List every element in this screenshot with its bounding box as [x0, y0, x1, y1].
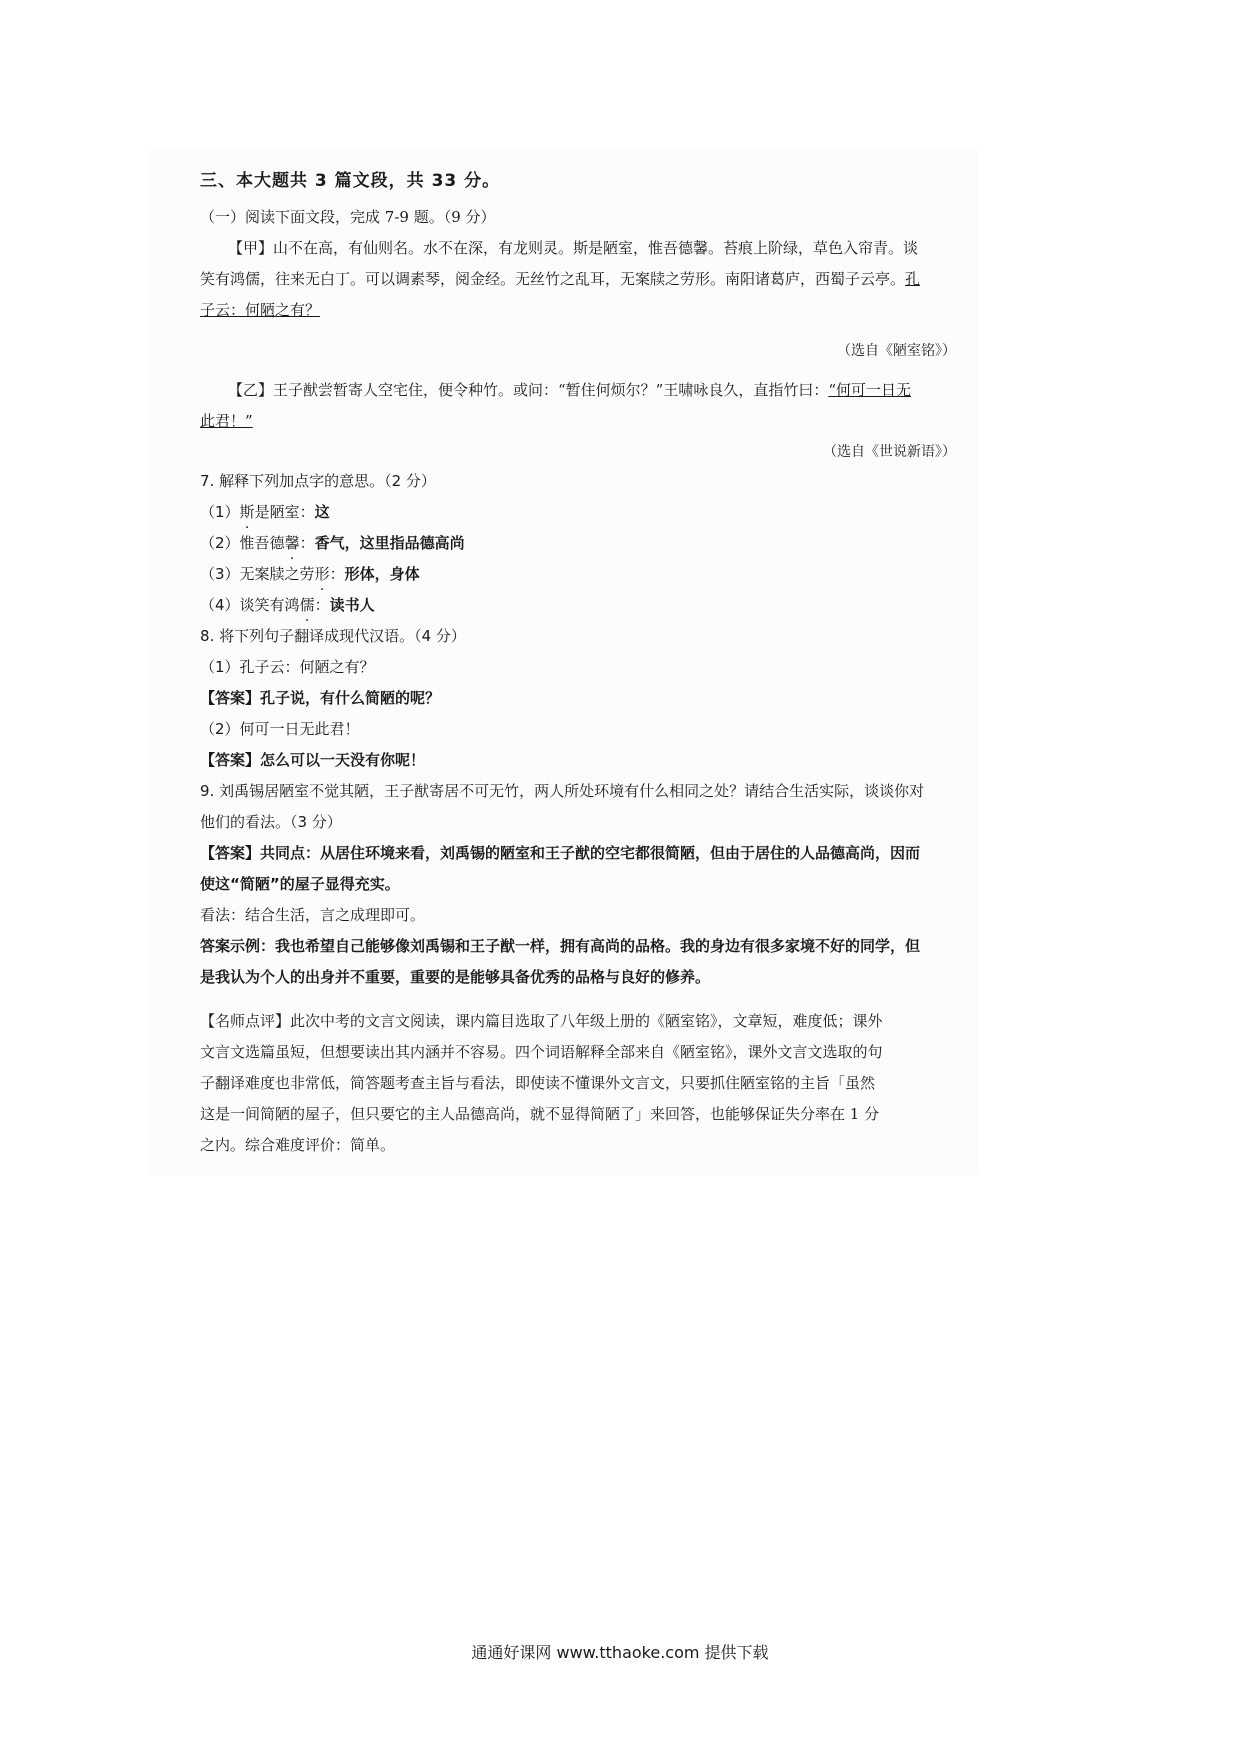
q7-item-4-after: ：	[314, 596, 330, 614]
teacher-comment	[200, 1006, 970, 1161]
passage-b-line-1	[200, 375, 970, 406]
passage-a-source: （选自《陋室铭》）	[837, 343, 956, 359]
comment-line-2: 文言文选篇虽短，但想要读出其内涵并不容易。四个词语解释全部来自《陋室铭》，课外文言文选取的句	[200, 1043, 883, 1061]
q7-item-1-number: （1）	[200, 503, 240, 521]
q9-answer-line-2: 使这“简陋”的屋子显得充实。	[200, 875, 400, 893]
q8-sentence-2: （2）何可一日无此君！	[200, 720, 360, 738]
q7-item-4-dotted-char: 儒	[299, 596, 315, 614]
q7-item-4-number: （4）	[200, 596, 240, 614]
q9-answer-label: 【答案】	[200, 844, 261, 862]
comment-line-3: 子翻译难度也非常低，简答题考查主旨与看法，即使读不懂课外文言文，只要抓住陋室铭的主旨「虽然	[200, 1074, 876, 1092]
passage-b-line-2	[200, 406, 970, 437]
q7-item-2-after: ：	[299, 534, 315, 552]
q7-item-3-before: 无案牍之劳	[239, 565, 315, 583]
q7-item-3-answer: 形体，身体	[344, 565, 420, 583]
q7-item-3-number: （3）	[200, 565, 240, 583]
q7-item-2-before: 惟吾德	[239, 534, 285, 552]
section-title: 三、本大题共 3 篇文段，共 33 分。	[200, 171, 501, 191]
q7-item-3-after: ：	[329, 565, 345, 583]
comment-line-4: 这是一间简陋的屋子，但只要它的主人品德高尚，就不显得简陋了」来回答，也能够保证失分率在 1 分	[200, 1105, 880, 1123]
passage-a-line-2-underlined: 孔	[905, 270, 921, 288]
q7-item-2-answer: 香气，这里指品德高尚	[314, 534, 465, 552]
q7-item-4-before: 谈笑有鸿	[239, 596, 300, 614]
passage-b-line-1-underlined: “何可一日无	[828, 381, 912, 399]
q7-item-1-answer: 这	[314, 503, 330, 521]
comment-line-5: 之内。综合难度评价：简单。	[200, 1136, 396, 1154]
q7-item-4-answer: 读书人	[329, 596, 375, 614]
comment-line-1: 【名师点评】此次中考的文言文阅读，课内篇目选取了八年级上册的《陋室铭》，文章短，难度低；课外	[200, 1012, 883, 1030]
passage-a-line-3	[200, 295, 970, 326]
passage-a-block	[200, 202, 970, 468]
q9-view: 看法：结合生活，言之成理即可。	[200, 906, 426, 924]
passage-b-line-2-underlined: 此君！”	[200, 412, 253, 430]
part1-intro: （一）阅读下面文段，完成 7-9 题。（9 分）	[200, 208, 496, 226]
passage-b-source: （选自《世说新语》）	[823, 444, 956, 460]
q9-example-line-2: 是我认为个人的出身并不重要，重要的是能够具备优秀的品格与良好的修养。	[200, 968, 711, 986]
q8-sentence-1: （1）孔子云：何陋之有？	[200, 658, 375, 676]
q7-item-3	[200, 559, 970, 590]
q8-answer-2: 【答案】怎么可以一天没有你呢！	[200, 751, 426, 769]
q7-item-3-dotted-char: 形	[314, 565, 330, 583]
q7-item-2	[200, 528, 970, 559]
q8-answer-1: 【答案】孔子说，有什么简陋的呢？	[200, 689, 441, 707]
passage-a-line-1: 【甲】山不在高，有仙则名。水不在深，有龙则灵。斯是陋室，惟吾德馨。苔痕上阶绿，草色入帘青。谈	[228, 239, 919, 257]
questions-block	[200, 466, 970, 993]
q7-item-2-dotted-char: 馨	[284, 534, 300, 552]
passage-a-line-2	[200, 264, 970, 295]
q7-prompt: 7. 解释下列加点字的意思。（2 分）	[200, 472, 436, 490]
q8-prompt: 8. 将下列句子翻译成现代汉语。（4 分）	[200, 627, 466, 645]
passage-b-line-1-text: 【乙】王子猷尝暂寄人空宅住，便令种竹。或问：“暂住何烦尔？”王啸咏良久，直指竹曰：	[228, 381, 829, 399]
q9-answer-text-1: 共同点：从居住环境来看，刘禹锡的陋室和王子猷的空宅都很简陋，但由于居住的人品德高尚，因而	[260, 844, 921, 862]
q9-prompt-line-1: 9. 刘禹锡居陋室不觉其陋，王子猷寄居不可无竹，两人所处环境有什么相同之处？请结合生活实际，谈谈你对	[200, 782, 925, 800]
q9-answer-line-1	[200, 838, 970, 869]
q7-item-4	[200, 590, 970, 621]
passage-a-line-2-text: 笑有鸿儒，往来无白丁。可以调素琴，阅金经。无丝竹之乱耳，无案牍之劳形。南阳诸葛庐，西蜀子云亭。	[200, 270, 906, 288]
q7-item-1	[200, 497, 970, 528]
footer-watermark: 通通好课网 www.tthaoke.com 提供下载	[471, 1643, 769, 1662]
q9-example-line-1: 答案示例：我也希望自己能够像刘禹锡和王子猷一样，拥有高尚的品格。我的身边有很多家境不好的同学，但	[200, 937, 921, 955]
q7-item-2-number: （2）	[200, 534, 240, 552]
q7-item-1-after: 是陋室：	[254, 503, 315, 521]
q9-prompt-line-2: 他们的看法。（3 分）	[200, 813, 342, 831]
passage-a-line-3-underlined: 子云：何陋之有？	[200, 301, 321, 319]
q7-item-1-dotted-char: 斯	[239, 503, 255, 521]
